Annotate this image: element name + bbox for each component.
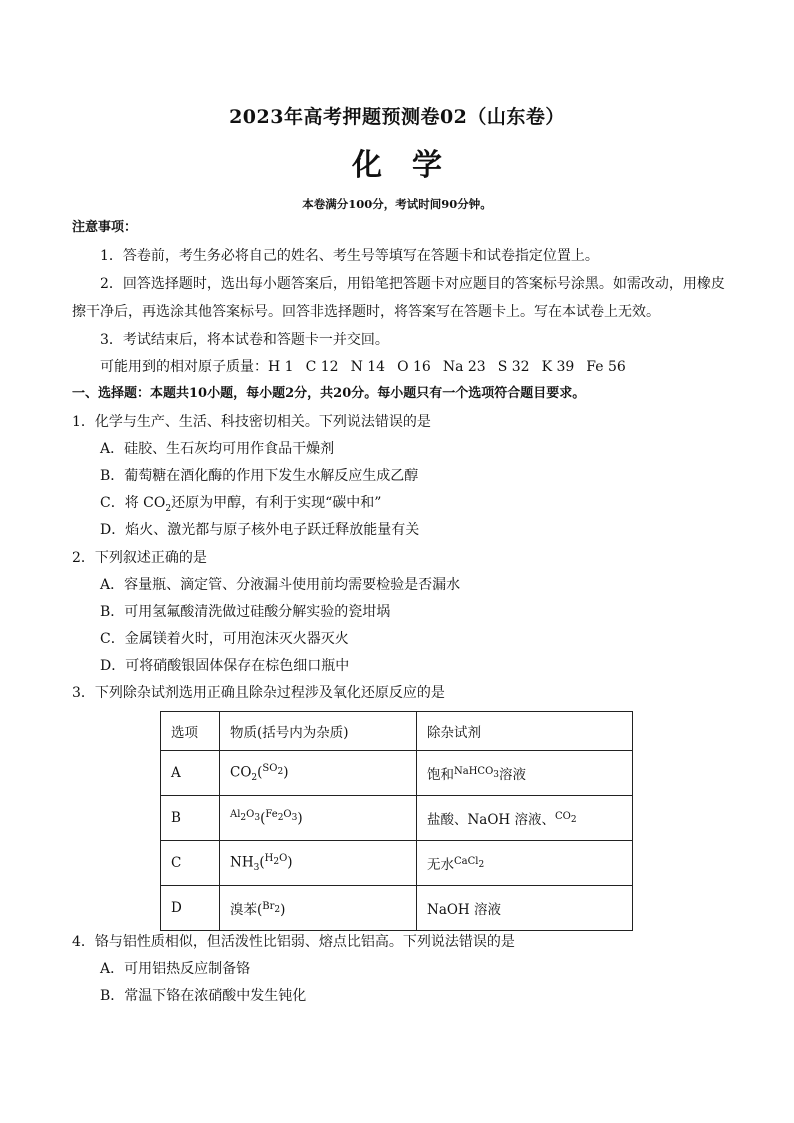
table-row xyxy=(161,751,633,796)
exam-title: 2023年高考押题预测卷02（山东卷） xyxy=(229,106,565,128)
table-cell-substance: 溴苯($^{Br_2}$) xyxy=(220,886,417,931)
table-cell-substance: $CO_2(^{SO_2})$ xyxy=(220,751,417,796)
atomic-mass-line xyxy=(100,357,638,377)
table-cell-reagent xyxy=(417,751,633,796)
q1-option-c-post: 还原为甲醇，有利于实现“碳中和” xyxy=(171,495,382,511)
q1-option-c-sub: 2 xyxy=(165,503,172,514)
table-cell-option: A xyxy=(161,751,220,796)
table-cell-substance: $^{Al_2O_3}$($^{Fe_2O_3}$) xyxy=(220,796,417,841)
q1-option-d: D．焰火、激光都与原子核外电子跃迁释放能量有关 xyxy=(100,522,420,538)
notice-heading: 注意事项： xyxy=(72,220,138,235)
table-row xyxy=(161,796,633,841)
q2-stem: 2．下列叙述正确的是 xyxy=(72,550,207,566)
formula-sub: 2 xyxy=(478,859,485,870)
atomic-mass-item: K 39 xyxy=(541,359,575,375)
notice-item-1: 1．答卷前，考生务必将自己的姓名、考生号等填写在答题卡和试卷指定位置上。 xyxy=(100,248,599,264)
formula-sub: 2 xyxy=(274,904,281,915)
atomic-mass-item: H 1 xyxy=(268,359,294,375)
section-1-header xyxy=(72,384,585,404)
formula-part: NaHCO xyxy=(454,765,494,777)
q1-option-c xyxy=(100,493,381,519)
formula-part: 溴苯 xyxy=(230,902,257,918)
formula-part: CaCl xyxy=(454,855,479,867)
atomic-mass-item: O 16 xyxy=(397,359,431,375)
q2-option-c: C．金属镁着火时，可用泡沫灭火器灭火 xyxy=(100,631,349,647)
atomic-mass-label: 可能用到的相对原子质量： xyxy=(100,359,268,375)
table-header-cell: 物质(括号内为杂质) xyxy=(220,712,417,751)
reagent-part: 盐酸、NaOH 溶液、 xyxy=(427,812,555,828)
q4-stem: 4．铬与铝性质相似，但活泼性比铝弱、熔点比铝高。下列说法错误的是 xyxy=(72,934,515,950)
table-header-cell: 除杂试剂 xyxy=(417,712,633,751)
notice-item-3: 3．考试结束后，将本试卷和答题卡一并交回。 xyxy=(100,332,389,348)
formula-part: Al xyxy=(230,809,241,821)
formula-sub: 3 xyxy=(253,863,260,874)
table-cell-option: B xyxy=(161,796,220,841)
table-cell-reagent xyxy=(417,841,633,886)
atomic-mass-item: S 32 xyxy=(497,359,530,375)
formula-sub: 3 xyxy=(254,813,261,824)
q1-option-c-pre: C．将 CO xyxy=(100,495,166,511)
exam-info: 本卷满分100分，考试时间90分钟。 xyxy=(302,197,492,211)
atomic-mass-item: Na 23 xyxy=(442,359,486,375)
q1-option-b: B．葡萄糖在酒化酶的作用下发生水解反应生成乙醇 xyxy=(100,468,419,484)
atomic-mass-item: N 14 xyxy=(350,359,386,375)
formula-part: H xyxy=(264,852,274,864)
q2-option-d: D．可将硝酸银固体保存在棕色细口瓶中 xyxy=(100,658,350,674)
formula-part: O xyxy=(246,809,255,821)
formula-part: O xyxy=(283,809,292,821)
q4-option-b: B．常温下铬在浓硝酸中发生钝化 xyxy=(100,988,307,1004)
formula-part: Fe xyxy=(265,809,278,821)
formula-part: Br xyxy=(262,900,275,912)
formula-part: SO xyxy=(262,762,278,774)
table-cell-reagent: NaOH 溶液 xyxy=(417,886,633,931)
q1-option-a: A．硅胶、生石灰均可用作食品干燥剂 xyxy=(100,441,335,457)
formula-part: NH xyxy=(230,854,254,871)
section-1-desc: 本题共10小题，每小题2分，共20分。每小题只有一个选项符合题目要求。 xyxy=(150,386,586,401)
table-row xyxy=(161,886,633,931)
formula-part: CO xyxy=(555,810,571,822)
formula-sub: 2 xyxy=(273,856,280,867)
table-header-row xyxy=(161,712,633,751)
formula-part: CO xyxy=(230,764,252,781)
formula-sub: 2 xyxy=(570,814,577,825)
table-cell-reagent xyxy=(417,796,633,841)
q4-option-a: A．可用铝热反应制备铬 xyxy=(100,961,251,977)
formula-sub: 2 xyxy=(277,813,284,824)
formula-sub: 2 xyxy=(240,813,247,824)
table-cell-option: D xyxy=(161,886,220,931)
formula-sub: 2 xyxy=(251,773,258,784)
formula-sub: 3 xyxy=(493,769,500,780)
formula-part: O xyxy=(279,852,288,864)
formula-sub: 2 xyxy=(277,766,284,777)
table-row xyxy=(161,841,633,886)
reagent-part: 无水 xyxy=(427,857,454,873)
q3-stem: 3．下列除杂试剂选用正确且除杂过程涉及氧化还原反应的是 xyxy=(72,685,445,701)
notice-item-2-cont: 擦干净后，再选涂其他答案标号。回答非选择题时，将答案写在答题卡上。写在本试卷上无效。 xyxy=(72,304,660,320)
atomic-mass-item: C 12 xyxy=(305,359,339,375)
table-cell-substance: $NH_3(^{H_2O})$ xyxy=(220,841,417,886)
subject-title: 化学 xyxy=(352,148,472,183)
section-1-label: 一、选择题： xyxy=(72,386,151,401)
notice-item-2: 2．回答选择题时，选出每小题答案后，用铅笔把答题卡对应题目的答案标号涂黑。如需改动，用橡皮 xyxy=(100,276,725,292)
q2-option-b: B．可用氢氟酸清洗做过硅酸分解实验的瓷坩埚 xyxy=(100,604,391,620)
q3-table xyxy=(160,711,633,931)
table-cell-option: C xyxy=(161,841,220,886)
formula-sub: 3 xyxy=(291,813,298,824)
atomic-mass-item: Fe 56 xyxy=(586,359,626,375)
reagent-part: 饱和 xyxy=(427,767,454,783)
table-header-cell: 选项 xyxy=(161,712,220,751)
q1-stem: 1．化学与生产、生活、科技密切相关。下列说法错误的是 xyxy=(72,414,431,430)
q2-option-a: A．容量瓶、滴定管、分液漏斗使用前均需要检验是否漏水 xyxy=(100,577,461,593)
reagent-part: 溶液 xyxy=(499,767,527,783)
